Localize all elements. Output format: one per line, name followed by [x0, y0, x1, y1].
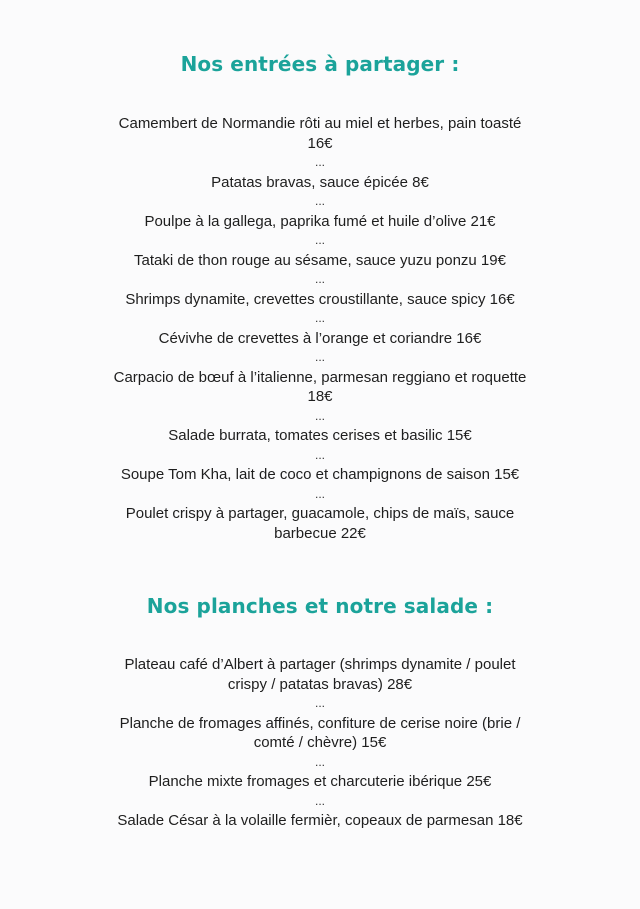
- section-title-planches: Nos planches et notre salade :: [146, 594, 494, 618]
- separator: ...: [314, 447, 325, 462]
- menu-item: Salade César à la volaille fermièr, copeaux de parmesan 18€: [117, 812, 523, 829]
- separator: ...: [314, 754, 325, 769]
- separator: ...: [314, 194, 325, 208]
- menu-item: Plateau café d’Albert à partager (shrimps dynamite / poulet crispy / patatas bravas) 28€: [124, 656, 516, 693]
- menu-item: Shrimps dynamite, crevettes croustillante, sauce spicy 16€: [125, 290, 515, 308]
- separator: ...: [314, 311, 325, 325]
- separator: ...: [314, 793, 325, 808]
- menu-item: Poulpe à la gallega, paprika fumé et huile d’olive 21€: [144, 212, 496, 230]
- separator: ...: [314, 272, 325, 286]
- menu-item: Cévivhe de crevettes à l’orange et coriandre 16€: [158, 329, 482, 347]
- separator: ...: [314, 350, 325, 364]
- separator: ...: [314, 233, 325, 247]
- separator: ...: [314, 486, 325, 501]
- menu-item: Patatas bravas, sauce épicée 8€: [211, 173, 429, 191]
- menu-item: Poulet crispy à partager, guacamole, chips de maïs, sauce barbecue 22€: [125, 505, 515, 542]
- menu-list-entrees: [110, 114, 530, 543]
- menu-item: Tataki de thon rouge au sésame, sauce yuzu ponzu 19€: [134, 251, 506, 269]
- section-title-entrees: Nos entrées à partager :: [180, 52, 460, 76]
- menu-item: Planche de fromages affinés, confiture de cerise noire (brie / comté / chèvre) 15€: [119, 714, 521, 751]
- separator: ...: [314, 155, 325, 169]
- menu-item: Soupe Tom Kha, lait de coco et champignons de saison 15€: [120, 466, 520, 483]
- menu-item: Camembert de Normandie rôti au miel et herbes, pain toasté 16€: [118, 115, 522, 152]
- menu-list-planches: [110, 655, 530, 831]
- separator: ...: [314, 696, 325, 710]
- separator: ...: [314, 408, 325, 423]
- menu-item: Carpacio de bœuf à l’italienne, parmesan reggiano et roquette 18€: [113, 368, 527, 405]
- menu-item: Planche mixte fromages et charcuterie ibérique 25€: [148, 773, 492, 790]
- menu-item: Salade burrata, tomates cerises et basilic 15€: [168, 427, 472, 444]
